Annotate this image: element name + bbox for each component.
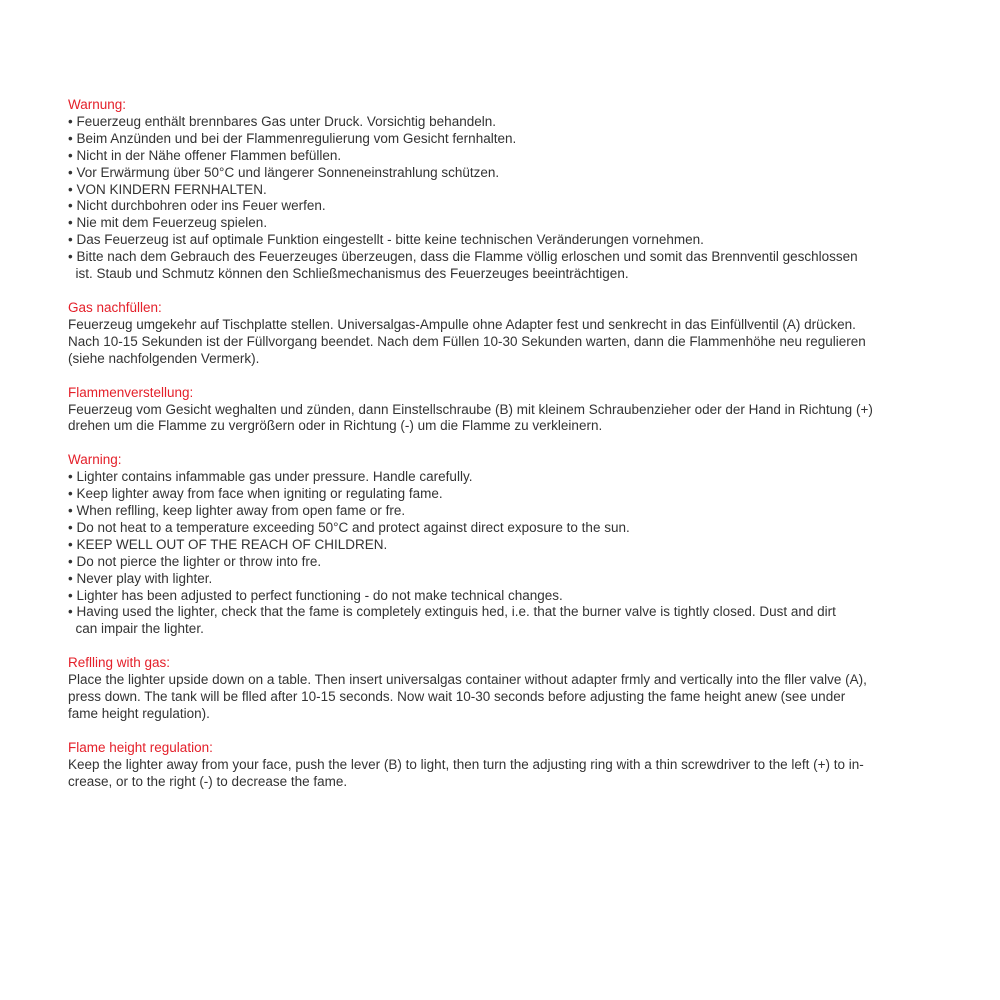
text-line: Feuerzeug umgekehr auf Tischplatte stellen. Universalgas-Ampulle ohne Adapter fest und senkrecht in das Einfüllventil (A) drücken. <box>68 316 856 332</box>
instruction-sheet <box>68 97 948 791</box>
text-line: fame height regulation). <box>68 706 210 721</box>
text-line: • Das Feuerzeug ist auf optimale Funktion eingestellt - bitte keine technischen Veränderungen vornehmen. <box>68 232 704 248</box>
text-line: can impair the lighter. <box>68 621 204 637</box>
text-line: • Do not heat to a temperature exceeding 50°C and protect against direct exposure to the sun. <box>68 519 630 535</box>
section <box>68 740 948 791</box>
text-line: Place the lighter upside down on a table. Then insert universalgas container without adapter frmly and vertically into the fller valve (A), <box>68 672 867 688</box>
section <box>68 385 948 436</box>
section <box>68 97 948 283</box>
section-heading: Gas nachfüllen: <box>68 299 162 315</box>
section <box>68 452 948 638</box>
section-heading: Warnung: <box>68 97 127 112</box>
text-line: Keep the lighter away from your face, push the lever (B) to light, then turn the adjusting ring with a thin screwdriver to the left (+) to in- <box>68 756 864 772</box>
text-line: crease, or to the right (-) to decrease the fame. <box>68 773 348 789</box>
text-line: • Bitte nach dem Gebrauch des Feuerzeuges überzeugen, dass die Flamme völlig erloschen und somit das Brennventil geschlossen <box>68 249 858 265</box>
text-line: ist. Staub und Schmutz können den Schließmechanismus des Feuerzeuges beeinträchtigen. <box>68 266 629 282</box>
text-line: • KEEP WELL OUT OF THE REACH OF CHILDREN. <box>68 536 388 552</box>
text-line: • When reflling, keep lighter away from open fame or fre. <box>68 503 406 519</box>
text-line: • Keep lighter away from face when igniting or regulating fame. <box>68 486 443 502</box>
text-line: • Lighter contains infammable gas under pressure. Handle carefully. <box>68 469 473 485</box>
text-line: drehen um die Flamme zu vergrößern oder in Richtung (-) um die Flamme zu verkleinern. <box>68 418 603 434</box>
section <box>68 300 948 368</box>
text-line: Nach 10-15 Sekunden ist der Füllvorgang beendet. Nach dem Füllen 10-30 Sekunden warten, dann die Flammenhöhe neu regulieren <box>68 333 866 349</box>
text-line: • Lighter has been adjusted to perfect functioning - do not make technical changes. <box>68 587 563 603</box>
text-line: (siehe nachfolgenden Vermerk). <box>68 350 260 366</box>
text-line: Feuerzeug vom Gesicht weghalten und zünden, dann Einstellschraube (B) mit kleinem Schraubenzieher oder der Hand in Richtung (+) <box>68 401 873 417</box>
text-line: • Having used the lighter, check that the fame is completely extinguis hed, i.e. that the burner valve is tightly closed. Dust and dirt <box>68 604 836 620</box>
text-line: • Nicht in der Nähe offener Flammen befüllen. <box>68 147 342 163</box>
section-heading: Flame height regulation: <box>68 739 213 755</box>
text-line: • VON KINDERN FERNHALTEN. <box>68 181 267 197</box>
section <box>68 655 948 723</box>
text-line: • Feuerzeug enthält brennbares Gas unter Druck. Vorsichtig behandeln. <box>68 113 496 129</box>
text-line: • Vor Erwärmung über 50°C und längerer Sonneneinstrahlung schützen. <box>68 164 500 180</box>
section-heading: Warning: <box>68 452 122 468</box>
text-line: • Never play with lighter. <box>68 570 213 586</box>
text-line: • Nie mit dem Feuerzeug spielen. <box>68 215 268 231</box>
text-line: • Beim Anzünden und bei der Flammenregulierung vom Gesicht fernhalten. <box>68 130 517 146</box>
text-line: press down. The tank will be flled after 10-15 seconds. Now wait 10-30 seconds before adjusting the fame height anew (see under <box>68 689 846 705</box>
section-heading: Flammenverstellung: <box>68 384 194 400</box>
text-line: • Do not pierce the lighter or throw into fre. <box>68 553 322 569</box>
section-heading: Reflling with gas: <box>68 655 171 671</box>
text-line: • Nicht durchbohren oder ins Feuer werfen. <box>68 198 326 214</box>
